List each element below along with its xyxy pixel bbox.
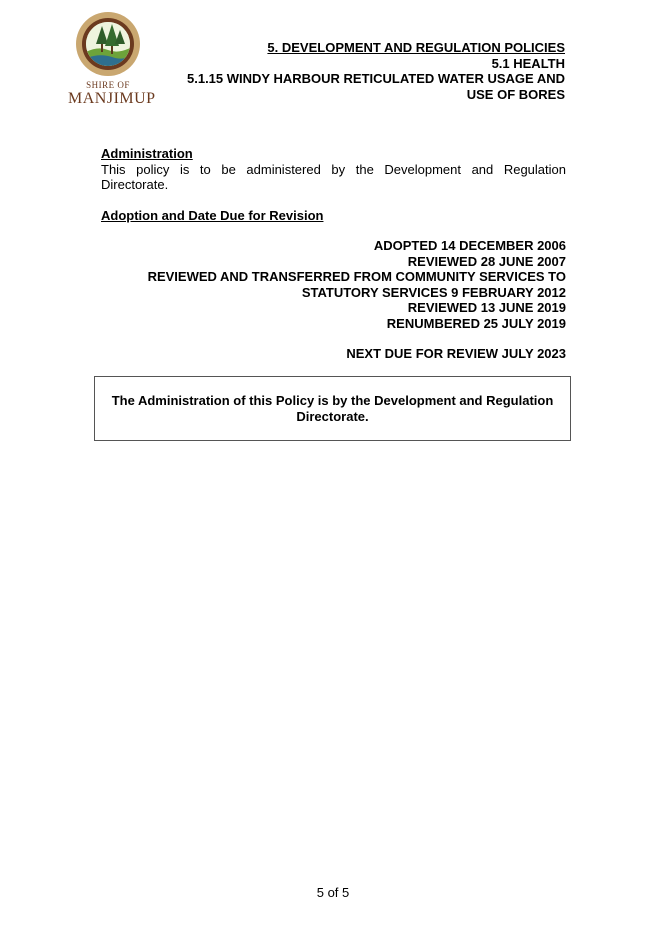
notice-box <box>94 376 571 441</box>
next-review-text: NEXT DUE FOR REVIEW JULY 2023 <box>346 346 566 361</box>
adoption-line: REVIEWED 13 JUNE 2019 <box>407 300 566 315</box>
logo-line-2: MANJIMUP <box>68 90 156 107</box>
next-review <box>101 346 566 362</box>
header-section: 5. DEVELOPMENT AND REGULATION POLICIES <box>267 40 565 55</box>
adoption-line: ADOPTED 14 DECEMBER 2006 <box>373 238 566 253</box>
administration-heading: Administration <box>101 146 193 161</box>
adoption-line: REVIEWED 28 JUNE 2007 <box>407 253 566 269</box>
shire-of-manjimup-logo <box>68 12 156 112</box>
logo-line-1: SHIRE OF <box>86 80 130 90</box>
adoption-line: RENUMBERED 25 JULY 2019 <box>386 315 566 331</box>
administration-text: This policy is to be administered by the Development and Regulation Directorate. <box>101 161 566 192</box>
adoption-heading <box>101 208 566 224</box>
logo-emblem <box>76 12 140 76</box>
trees-icon <box>86 22 130 66</box>
policy-header <box>187 40 565 102</box>
adoption-line: STATUTORY SERVICES 9 FEBRUARY 2012 <box>301 284 566 300</box>
adoption-dates <box>101 238 566 331</box>
adoption-heading-text: Adoption and Date Due for Revision <box>101 208 324 223</box>
header-policy-title-2: USE OF BORES <box>466 86 565 102</box>
administration-section <box>101 146 566 193</box>
adoption-line: REVIEWED AND TRANSFERRED FROM COMMUNITY SERVICES TO <box>147 269 566 284</box>
header-policy-title-1: 5.1.15 WINDY HARBOUR RETICULATED WATER USAGE AND <box>187 71 565 86</box>
notice-text: The Administration of this Policy is by the Development and Regulation Directorate. <box>111 393 554 424</box>
page-number: 5 of 5 <box>316 885 350 900</box>
header-subsection: 5.1 HEALTH <box>491 55 565 71</box>
